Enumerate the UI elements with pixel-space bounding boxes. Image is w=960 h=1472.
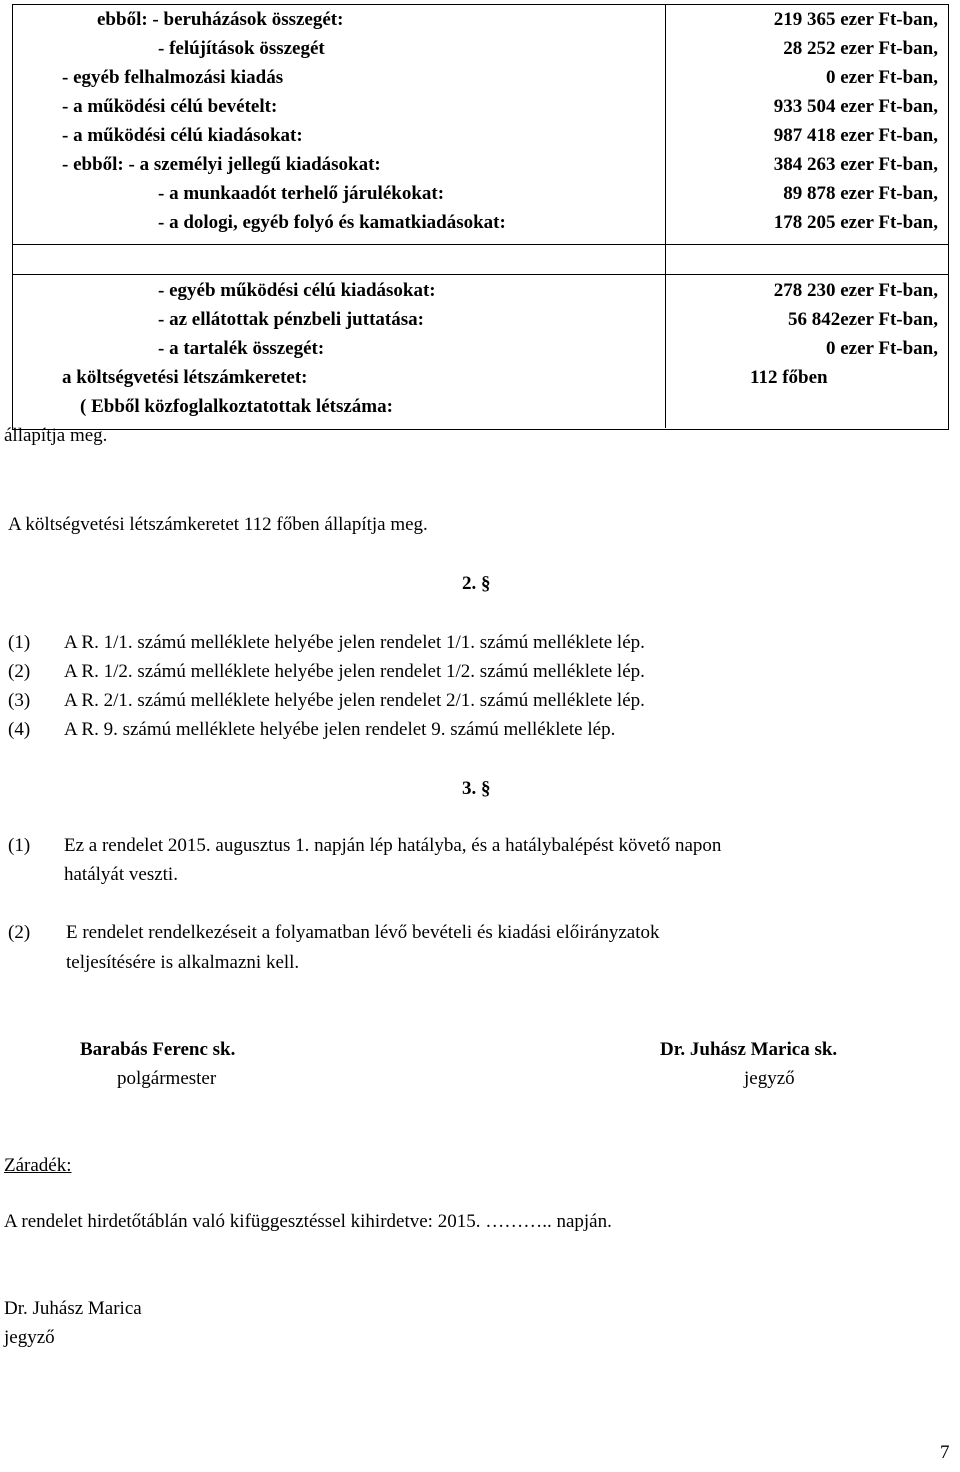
list-item-text: E rendelet rendelkezéseit a folyamatban lévő bevételi és kiadási előirányzatok [66,922,660,943]
table-row-label: - a dologi, egyéb folyó és kamatkiadásokat: [158,212,506,233]
signer-left-name: Barabás Ferenc sk. [80,1039,236,1060]
table-row-value: 28 252 ezer Ft-ban, [783,38,938,59]
list-item-number: (3) [8,690,31,711]
table-column-divider [665,4,666,428]
list-item-text: A R. 2/1. számú melléklete helyébe jelen rendelet 2/1. számú melléklete lép. [64,690,645,711]
table-row-label: - egyéb működési célú kiadásokat: [158,280,436,301]
section-2-title: 2. § [462,573,491,594]
table-row-label: - felújítások összegét [158,38,325,59]
paragraph: A költségvetési létszámkeretet 112 főben állapítja meg. [8,514,428,535]
table-divider [12,244,948,245]
table-row-label: a költségvetési létszámkeretet: [62,367,308,388]
zaradek-signer-role: jegyző [4,1327,55,1348]
list-item-number: (1) [8,632,31,653]
list-item-text: A R. 1/1. számú melléklete helyébe jelen rendelet 1/1. számú melléklete lép. [64,632,645,653]
table-row-value: 278 230 ezer Ft-ban, [773,280,938,301]
list-item-text-continued: hatályát veszti. [64,864,178,885]
list-item-text: A R. 1/2. számú melléklete helyébe jelen rendelet 1/2. számú melléklete lép. [64,661,645,682]
table-row-value: 56 842ezer Ft-ban, [787,309,938,330]
table-row-value: 89 878 ezer Ft-ban, [783,183,938,204]
table-row-label: - a működési célú kiadásokat: [62,125,303,146]
list-item-text-continued: teljesítésére is alkalmazni kell. [66,952,300,973]
table-row-value: 219 365 ezer Ft-ban, [773,9,938,30]
table-row-label: - ebből: - a személyi jellegű kiadásokat: [62,154,381,175]
table-row-value: 0 ezer Ft-ban, [825,338,938,359]
list-item-text: A R. 9. számú melléklete helyébe jelen rendelet 9. számú melléklete lép. [64,719,616,740]
zaradek-text: A rendelet hirdetőtáblán való kifüggesztéssel kihirdetve: 2015. ……….. napján. [4,1211,612,1232]
page-number: 7 [940,1442,950,1463]
table-row-label: - a munkaadót terhelő járulékokat: [158,183,445,204]
list-item [8,719,615,741]
table-row-label: - a működési célú bevételt: [62,96,278,117]
table-tail-text: állapítja meg. [4,425,108,446]
signer-left-role: polgármester [117,1068,217,1089]
list-item [8,661,645,683]
list-item-number: (2) [8,922,31,943]
table-row-value: 178 205 ezer Ft-ban, [773,212,938,233]
table-row-value: 933 504 ezer Ft-ban, [773,96,938,117]
list-item-text: Ez a rendelet 2015. augusztus 1. napján lép hatályba, és a hatálybalépést követő napon [64,835,722,856]
list-item [8,690,645,712]
signer-right-role: jegyző [744,1068,795,1089]
table-row-label: - a tartalék összegét: [158,338,325,359]
table-row-value: 987 418 ezer Ft-ban, [773,125,938,146]
zaradek-signer-name: Dr. Juhász Marica [4,1298,142,1319]
zaradek-heading: Záradék: [4,1155,72,1176]
signer-right-name: Dr. Juhász Marica sk. [660,1039,838,1060]
list-item-number: (1) [8,835,31,856]
list-item-number: (2) [8,661,31,682]
table-row-value: 0 ezer Ft-ban, [825,67,938,88]
section-3-title: 3. § [462,778,491,799]
table-row-value: 384 263 ezer Ft-ban, [773,154,938,175]
table-row-label: - az ellátottak pénzbeli juttatása: [158,309,424,330]
table-row-label: ebből: - beruházások összegét: [97,9,344,30]
list-item [8,632,645,654]
table-row-label: ( Ebből közfoglalkoztatottak létszáma: [80,396,393,417]
table-row-value: 112 főben [750,367,828,388]
table-row-label: - egyéb felhalmozási kiadás [62,67,284,88]
table-divider [12,274,948,275]
list-item-number: (4) [8,719,31,740]
